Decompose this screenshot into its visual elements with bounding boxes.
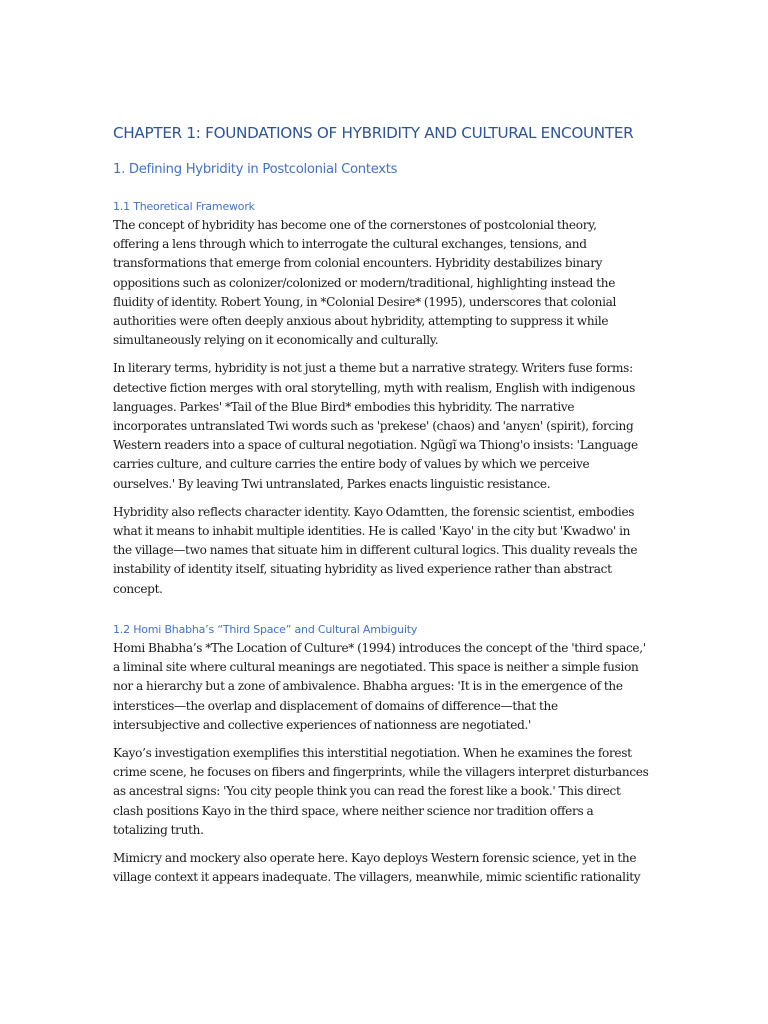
text-line: languages. Parkes' *Tail of the Blue Bird* embodies this hybridity. The narrative bbox=[113, 399, 575, 414]
paragraph bbox=[113, 744, 658, 840]
text-line: ourselves.' By leaving Twi untranslated, Parkes enacts linguistic resistance. bbox=[113, 476, 551, 491]
paragraph bbox=[113, 503, 658, 599]
paragraph bbox=[113, 216, 658, 350]
text-line: offering a lens through which to interrogate the cultural exchanges, tensions, and bbox=[113, 237, 587, 252]
text-line: authorities were often deeply anxious about hybridity, attempting to suppress it while bbox=[113, 314, 609, 329]
text-line: Homi Bhabha’s *The Location of Culture* (1994) introduces the concept of the 'third space,' bbox=[113, 641, 646, 655]
text-line: what it means to inhabit multiple identities. He is called 'Kayo' in the city but 'Kwadwo' in bbox=[113, 524, 631, 539]
text-line: In literary terms, hybridity is not just a theme but a narrative strategy. Writers fuse forms: bbox=[113, 361, 633, 376]
text-line: as ancestral signs: 'You city people think you can read the forest like a book.' This direct bbox=[113, 784, 621, 799]
text-line: Kayo’s investigation exemplifies this interstitial negotiation. When he examines the forest bbox=[113, 746, 632, 761]
text-line: fluidity of identity. Robert Young, in *Colonial Desire* (1995), underscores that colonial bbox=[113, 294, 617, 309]
paragraph bbox=[113, 639, 658, 735]
subsection-heading: 1.2 Homi Bhabha’s “Third Space” and Cultural Ambiguity bbox=[113, 623, 418, 636]
chapter-title: CHAPTER 1: FOUNDATIONS OF HYBRIDITY AND CULTURAL ENCOUNTER bbox=[113, 124, 634, 142]
text-line: interstices—the overlap and displacement of domains of difference—that the bbox=[113, 698, 558, 713]
text-line: totalizing truth. bbox=[113, 822, 204, 837]
text-line: Western readers into a space of cultural negotiation. Ngũgĩ wa Thiong'o insists: 'Language bbox=[113, 438, 638, 453]
text-line: detective fiction merges with oral storytelling, myth with realism, English with indigenous bbox=[113, 380, 635, 395]
paragraph bbox=[113, 849, 658, 887]
text-line: Hybridity also reflects character identity. Kayo Odamtten, the forensic scientist, embodies bbox=[113, 504, 635, 519]
text-line: Mimicry and mockery also operate here. Kayo deploys Western forensic science, yet in the bbox=[113, 851, 637, 866]
subsection-theoretical-framework bbox=[113, 197, 658, 608]
text-line: the village—two names that situate him in different cultural logics. This duality reveals the bbox=[113, 543, 638, 558]
paragraph bbox=[113, 359, 658, 493]
text-line: simultaneously relying on it economically and culturally. bbox=[113, 333, 439, 348]
text-line: a liminal site where cultural meanings are negotiated. This space is neither a simple fusion bbox=[113, 660, 639, 675]
text-line: crime scene, he focuses on fibers and fingerprints, while the villagers interpret disturbances bbox=[113, 765, 649, 780]
text-line: The concept of hybridity has become one of the cornerstones of postcolonial theory, bbox=[113, 218, 597, 232]
text-line: concept. bbox=[113, 581, 163, 596]
section-heading: 1. Defining Hybridity in Postcolonial Contexts bbox=[113, 162, 398, 177]
text-line: village context it appears inadequate. The villagers, meanwhile, mimic scientific rationality bbox=[113, 870, 641, 885]
text-line: instability of identity itself, situating hybridity as lived experience rather than abstract bbox=[113, 562, 612, 577]
subsection-third-space bbox=[113, 620, 658, 896]
text-line: incorporates untranslated Twi words such as 'prekese' (chaos) and 'anyɛn' (spirit), forcing bbox=[113, 419, 634, 434]
text-line: intersubjective and collective experiences of nationness are negotiated.' bbox=[113, 717, 532, 732]
text-line: carries culture, and culture carries the entire body of values by which we perceive bbox=[113, 457, 590, 472]
text-line: transformations that emerge from colonial encounters. Hybridity destabilizes binary bbox=[113, 256, 603, 271]
text-line: clash positions Kayo in the third space, where neither science nor tradition offers a bbox=[113, 803, 594, 818]
text-line: nor a hierarchy but a zone of ambivalence. Bhabha argues: 'It is in the emergence of the bbox=[113, 679, 623, 694]
subsection-heading: 1.1 Theoretical Framework bbox=[113, 200, 255, 213]
text-line: oppositions such as colonizer/colonized or modern/traditional, highlighting instead the bbox=[113, 275, 616, 290]
